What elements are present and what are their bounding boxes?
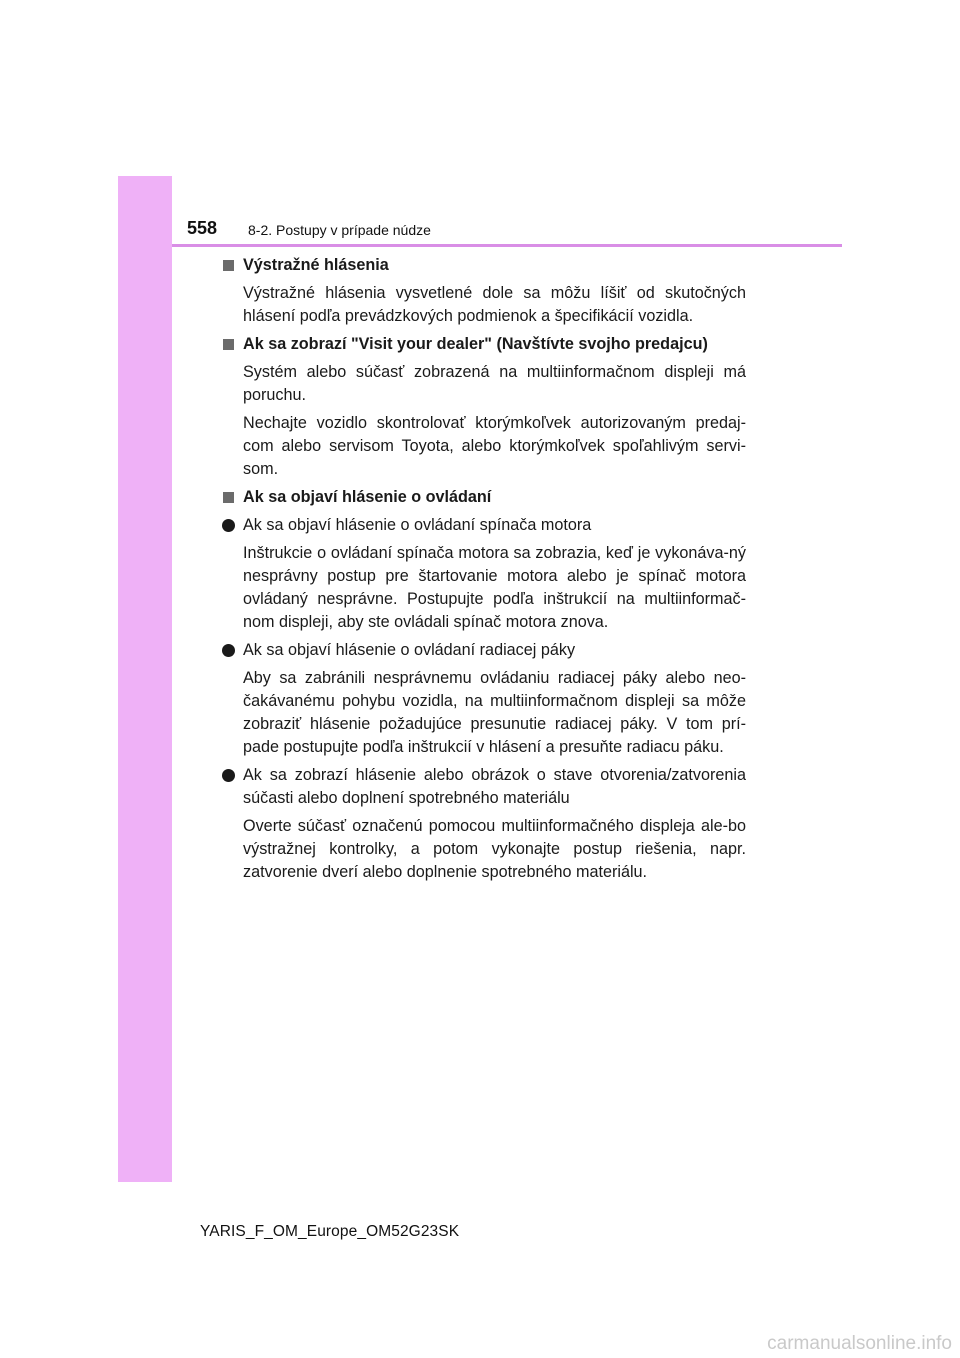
heading-text: Ak sa zobrazí "Visit your dealer" (Navštívte svojho predajcu) [243, 335, 708, 353]
heading-warning-messages [222, 254, 746, 277]
paragraph: Výstražné hlásenia vysvetlené dole sa môžu líšiť od skutočných hlásení podľa prevádzkových podmienok a špecifikácií vozidla. [243, 284, 746, 325]
bullet-item-shift-lever [222, 639, 746, 662]
document-id-footer: YARIS_F_OM_Europe_OM52G23SK [200, 1223, 460, 1240]
round-bullet-icon [222, 519, 235, 532]
watermark-text: carmanualsonline.info [767, 1333, 952, 1354]
header-divider [172, 244, 842, 247]
heading-text: Výstražné hlásenia [243, 256, 389, 274]
chapter-sidebar-tab [118, 176, 172, 1182]
square-bullet-icon [223, 492, 234, 503]
square-bullet-icon [223, 260, 234, 271]
bullet-item-open-close-status [222, 764, 746, 810]
paragraph: Aby sa zabránili nesprávnemu ovládaniu radiacej páky alebo neo-čakávanému pohybu vozidla, na multiinformačnom displeji sa môže zobraziť hlásenie požadujúce presunutie radiacej páky. V tom prí-pade postupujte podľa inštrukcií v hlásení a presuňte radiacu páku. [243, 669, 746, 756]
heading-text: Ak sa objaví hlásenie o ovládaní [243, 488, 492, 506]
bullet-text: Ak sa zobrazí hlásenie alebo obrázok o stave otvorenia/zatvorenia súčasti alebo doplnení spotrebného materiálu [243, 766, 746, 807]
paragraph: Systém alebo súčasť zobrazená na multiinformačnom displeji má poruchu. [243, 363, 746, 404]
section-title: 8-2. Postupy v prípade núdze [248, 222, 431, 238]
round-bullet-icon [222, 769, 235, 782]
page-number: 558 [187, 218, 218, 238]
paragraph: Nechajte vozidlo skontrolovať ktorýmkoľvek autorizovaným predaj-com alebo servisom Toyota, alebo ktorýmkoľvek spoľahlivým servi-som. [243, 414, 746, 478]
heading-operation-message [222, 486, 746, 509]
paragraph: Overte súčasť označenú pomocou multiinformačného displeja ale-bo výstražnej kontrolky, a potom vykonajte postup riešenia, napr. zatvorenie dverí alebo doplnenie spotrebného materiálu. [243, 817, 746, 881]
paragraph: Inštrukcie o ovládaní spínača motora sa zobrazia, keď je vykonáva-ný nesprávny postup pre štartovanie motora alebo je spínač motora ovládaný nesprávne. Postupujte podľa inštrukcií na multiinformač-nom displeji, aby ste ovládali spínač motora znova. [243, 544, 746, 631]
page-content [222, 254, 746, 889]
bullet-text: Ak sa objaví hlásenie o ovládaní radiacej páky [243, 641, 576, 659]
heading-visit-dealer [222, 333, 746, 356]
round-bullet-icon [222, 644, 235, 657]
square-bullet-icon [223, 339, 234, 350]
bullet-item-engine-switch [222, 514, 746, 537]
bullet-text: Ak sa objaví hlásenie o ovládaní spínača motora [243, 516, 592, 534]
